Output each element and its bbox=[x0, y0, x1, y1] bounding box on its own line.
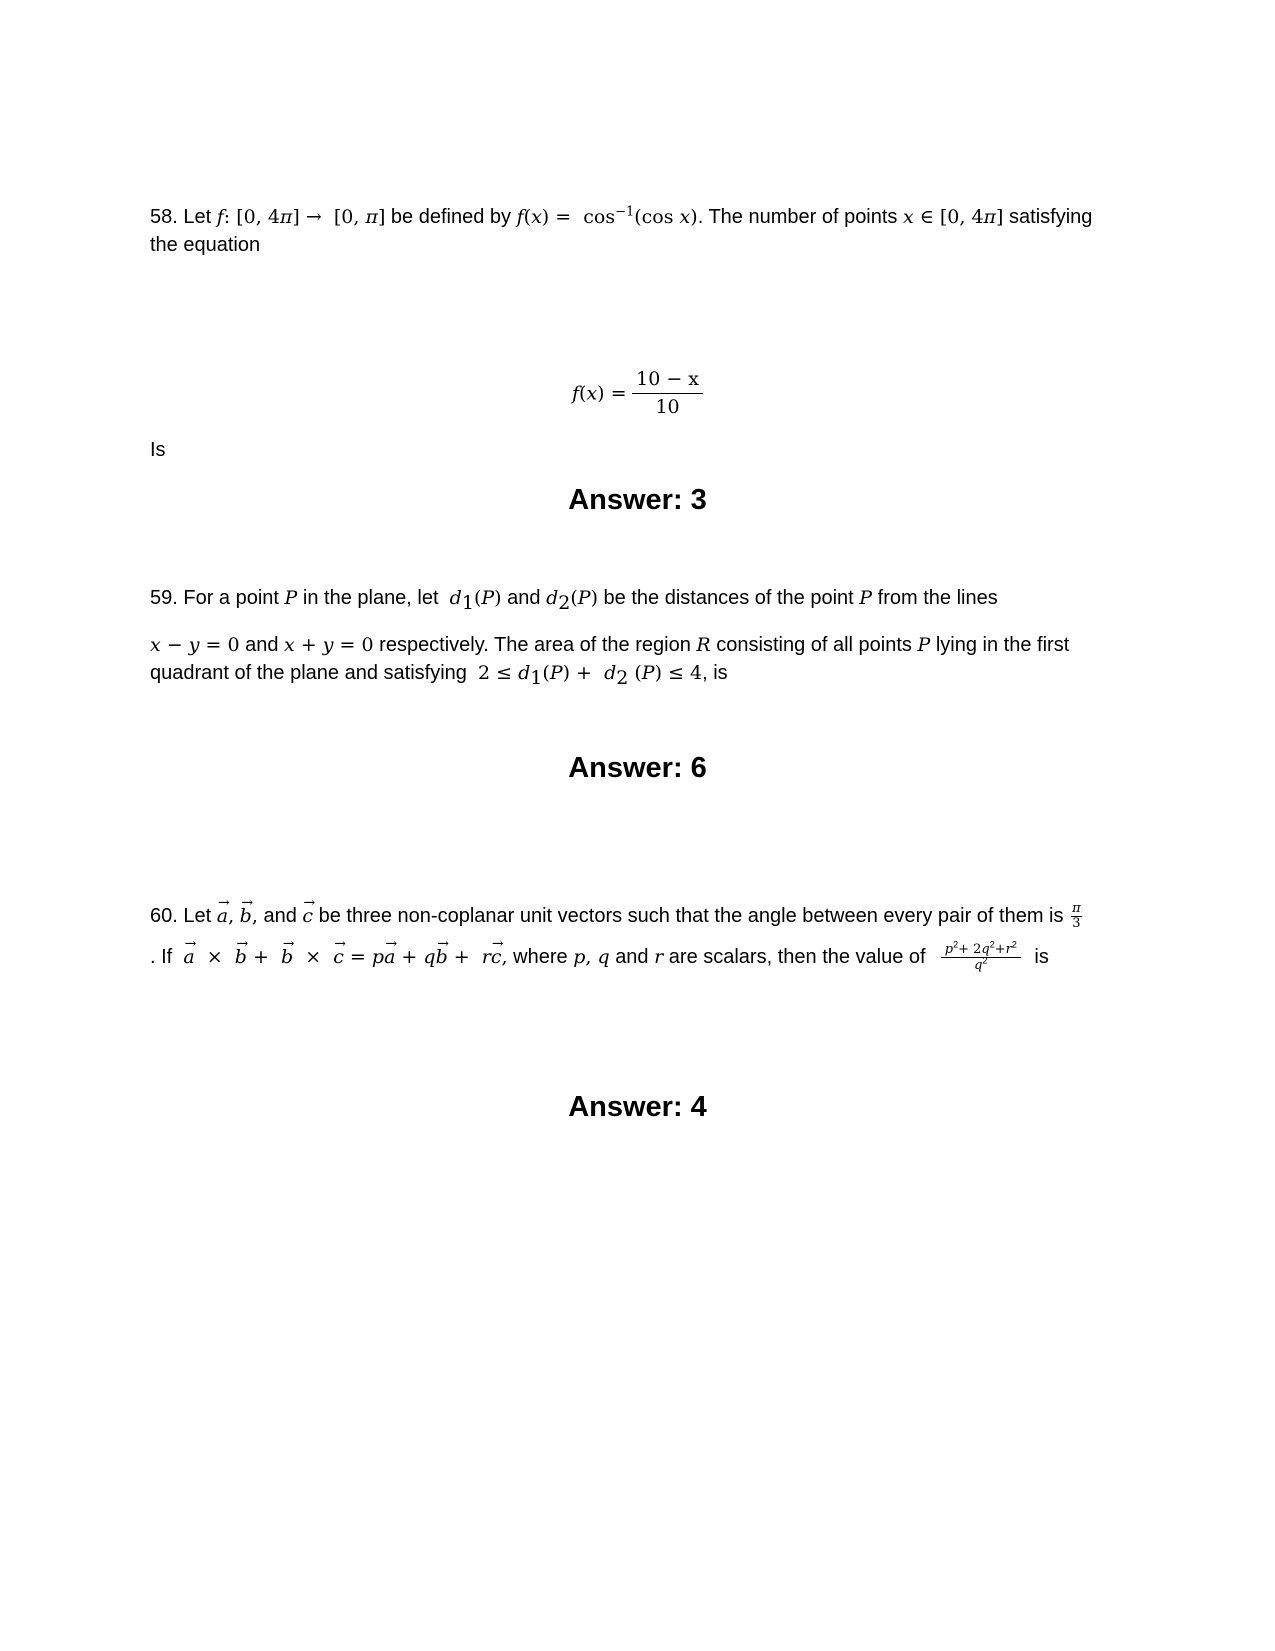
text-and-2: and bbox=[615, 945, 649, 968]
equation-fraction bbox=[632, 366, 703, 421]
question-58-text: 58. Let f: [0, 4π] → [0, π] be defined by $f(x) = \cos^{-1}(\cos$ x). The number of points x ∈ [0, 4π] satisfying the equation bbox=[150, 204, 1093, 256]
answer-60: Answer: 4 bbox=[568, 1091, 707, 1123]
value-fraction: $\frac{p^2+ 2q^2+r^2}{q^2}$ bbox=[941, 942, 1021, 973]
text-where: where bbox=[513, 945, 568, 968]
text-and: and bbox=[263, 905, 297, 927]
text-distances: be the distances of the point bbox=[603, 587, 854, 609]
equation-58: f(x) = $\frac{10 - x}{10}$ bbox=[0, 366, 1275, 421]
text-60-let: 60. Let bbox=[150, 905, 212, 927]
question-59-line-2: x − y = 0 and x + y = 0 respectively. The area of the region R consisting of all points P lying in the first quadrant of the plane and satisfying $2 \le d_1(P) + d_2$ (P) ≤ 4, is bbox=[150, 634, 1070, 689]
text-are-scalars: are scalars, then the value of bbox=[668, 945, 926, 968]
answer-59: Answer: 6 bbox=[568, 752, 707, 784]
text-be-defined-by: be defined by bbox=[390, 206, 512, 228]
question-59-line-1: 59. For a point P in the plane, let $d_1(P)$ and $d_2(P)$ be the distances of the point P from the lines bbox=[150, 587, 998, 614]
text-is: , is bbox=[702, 662, 728, 684]
text-from-the-lines: from the lines bbox=[877, 587, 998, 609]
text-in-the-plane: in the plane, let bbox=[302, 587, 439, 609]
text-for-a-point: 59. For a point bbox=[150, 587, 279, 609]
question-number: 58. bbox=[150, 206, 178, 228]
text-and-2: and bbox=[245, 634, 279, 656]
text-the-equation: the equation bbox=[150, 234, 261, 256]
fraction-denominator: 10 bbox=[655, 396, 680, 418]
question-60-line-1: 60. Let → a, → b, and → c be three non-coplanar unit vectors such that the angle between every pair of them is $\frac{\pi}{3}$ bbox=[150, 902, 1125, 931]
text-and: and bbox=[507, 587, 541, 609]
pi-over-3-fraction: $\frac{\pi}{3}$ bbox=[1072, 901, 1081, 932]
answer-58: Answer: 3 bbox=[568, 484, 707, 516]
text-satisfying: satisfying bbox=[1009, 206, 1093, 228]
fraction-numerator: 10 − x bbox=[632, 366, 703, 394]
text-let: Let bbox=[183, 206, 212, 228]
text-respectively: respectively. The area of the region bbox=[379, 634, 691, 656]
is-label: Is bbox=[150, 439, 166, 461]
text-is: is bbox=[1034, 945, 1049, 968]
text-number-of-points: . The number of points bbox=[697, 206, 898, 228]
text-quadrant: quadrant of the plane and satisfying bbox=[150, 662, 467, 684]
text-be-three-vectors: be three non-coplanar unit vectors such that the angle between every pair of them is bbox=[318, 905, 1064, 927]
text-consisting: consisting of all points bbox=[716, 634, 912, 656]
question-60-line-2: . If → a × → b + → b × → c = p→ a + q→ b + r→ c, where p, q and r are scalars, then the value of $\frac{p^2+ 2q^2+r^2}{q^2}$ is bbox=[150, 942, 1125, 973]
text-lying: lying in the first bbox=[935, 634, 1070, 656]
text-if: . If bbox=[150, 945, 173, 968]
